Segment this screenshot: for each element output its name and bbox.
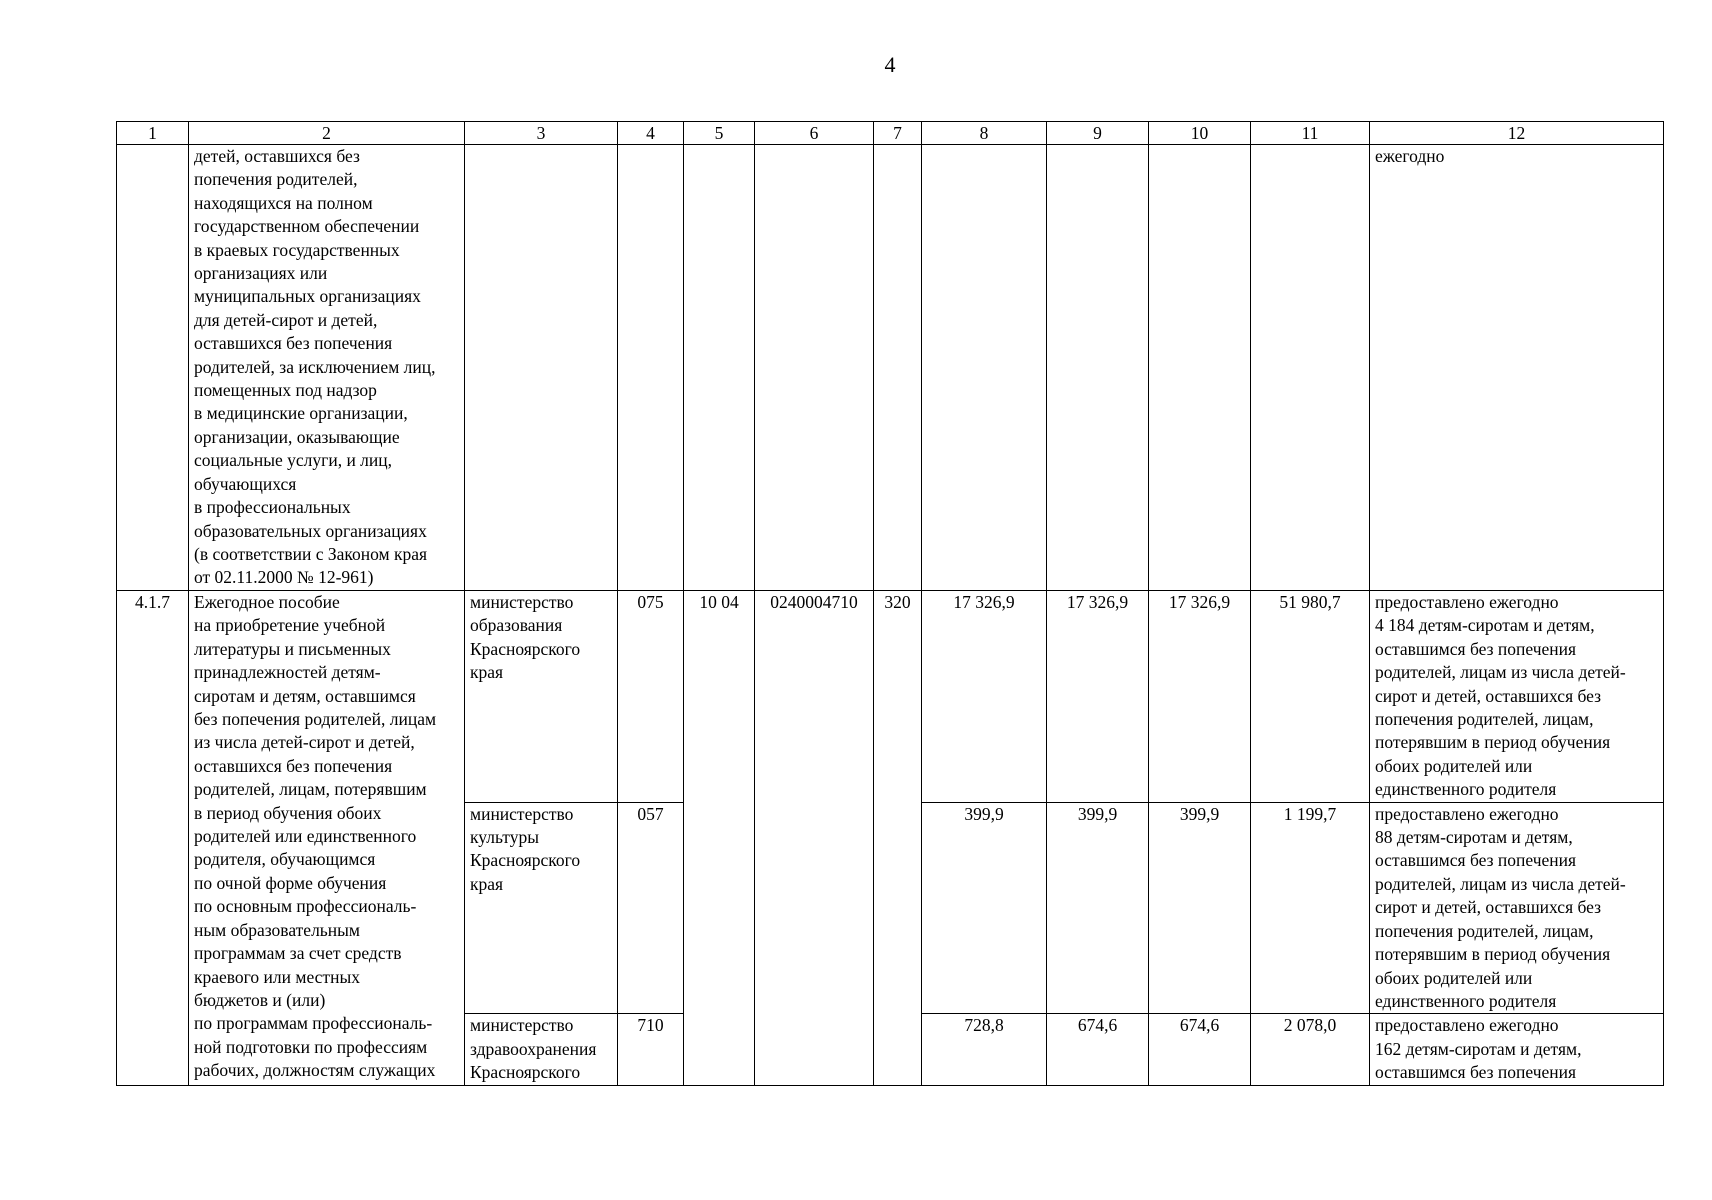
column-number: 2 [189, 122, 465, 145]
item-row-education [117, 591, 1664, 803]
expense-type-code: 320 [874, 591, 922, 1086]
expected-result: предоставлено ежегодно 4 184 детям-сиротам и детям, оставшимся без попечения родителей, лицам из числа детей- сирот и детей, оставшихся без попечения родителей, лицам, потерявшим в период обучения обоих родителей или единственного родителя [1370, 591, 1664, 803]
target-article-code: 0240004710 [755, 591, 874, 1086]
amount-2021: 674,6 [1149, 1014, 1251, 1085]
column-number: 4 [618, 122, 684, 145]
continued-result: ежегодно [1370, 145, 1664, 591]
amount-total: 1 199,7 [1251, 802, 1370, 1014]
column-number: 12 [1370, 122, 1664, 145]
column-number: 7 [874, 122, 922, 145]
section-code: 10 04 [684, 591, 755, 1086]
item-number: 4.1.7 [117, 591, 189, 1086]
column-number: 9 [1047, 122, 1149, 145]
expected-result: предоставлено ежегодно 88 детям-сиротам и детям, оставшимся без попечения родителей, лицам из числа детей- сирот и детей, оставшихся без попечения родителей, лицам, потерявшим в период обучения обоих родителей или единственного родителя [1370, 802, 1664, 1014]
column-number: 6 [755, 122, 874, 145]
column-number-row [117, 122, 1664, 145]
amount-2020: 17 326,9 [1047, 591, 1149, 803]
page-number: 4 [884, 52, 896, 77]
amount-2020: 399,9 [1047, 802, 1149, 1014]
amount-2019: 399,9 [922, 802, 1047, 1014]
amount-2021: 17 326,9 [1149, 591, 1251, 803]
amount-2020: 674,6 [1047, 1014, 1149, 1085]
column-number: 1 [117, 122, 189, 145]
administrator-code: 710 [618, 1014, 684, 1085]
administrator-code: 057 [618, 802, 684, 1014]
column-number: 3 [465, 122, 618, 145]
amount-2019: 17 326,9 [922, 591, 1047, 803]
budget-table [116, 121, 1664, 1086]
administrator-name: министерство культуры Красноярского края [465, 802, 618, 1014]
column-number: 5 [684, 122, 755, 145]
column-number: 8 [922, 122, 1047, 145]
column-number: 10 [1149, 122, 1251, 145]
item-description: Ежегодное пособие на приобретение учебной литературы и письменных принадлежностей детям- сиротам и детям, оставшимся без попечения родителей, лицам из числа детей-сирот и детей, оставшихся без попечения родителей, лицам, потерявшим в период обучения обоих родителей или единственного родителя, обучающимся по очной форме обучения по основным профессиональ- ным образовательным программам за счет средств краевого или местных бюджетов и (или) по программам профессиональ- ной подготовки по профессиям рабочих, должностям служащих [189, 591, 465, 1086]
continued-description: детей, оставшихся без попечения родителей, находящихся на полном государственном обеспечении в краевых государственных организациях или муниципальных организациях для детей-сирот и детей, оставшихся без попечения родителей, за исключением лиц, помещенных под надзор в медицинские организации, организации, оказывающие социальные услуги, и лиц, обучающихся в профессиональных образовательных организациях (в соответствии с Законом края от 02.11.2000 № 12-961) [189, 145, 465, 591]
continued-row [117, 145, 1664, 591]
amount-total: 2 078,0 [1251, 1014, 1370, 1085]
amount-2019: 728,8 [922, 1014, 1047, 1085]
administrator-name: министерство здравоохранения Красноярского [465, 1014, 618, 1085]
administrator-name: министерство образования Красноярского края [465, 591, 618, 803]
administrator-code: 075 [618, 591, 684, 803]
amount-total: 51 980,7 [1251, 591, 1370, 803]
column-number: 11 [1251, 122, 1370, 145]
amount-2021: 399,9 [1149, 802, 1251, 1014]
expected-result: предоставлено ежегодно 162 детям-сиротам и детям, оставшимся без попечения [1370, 1014, 1664, 1085]
